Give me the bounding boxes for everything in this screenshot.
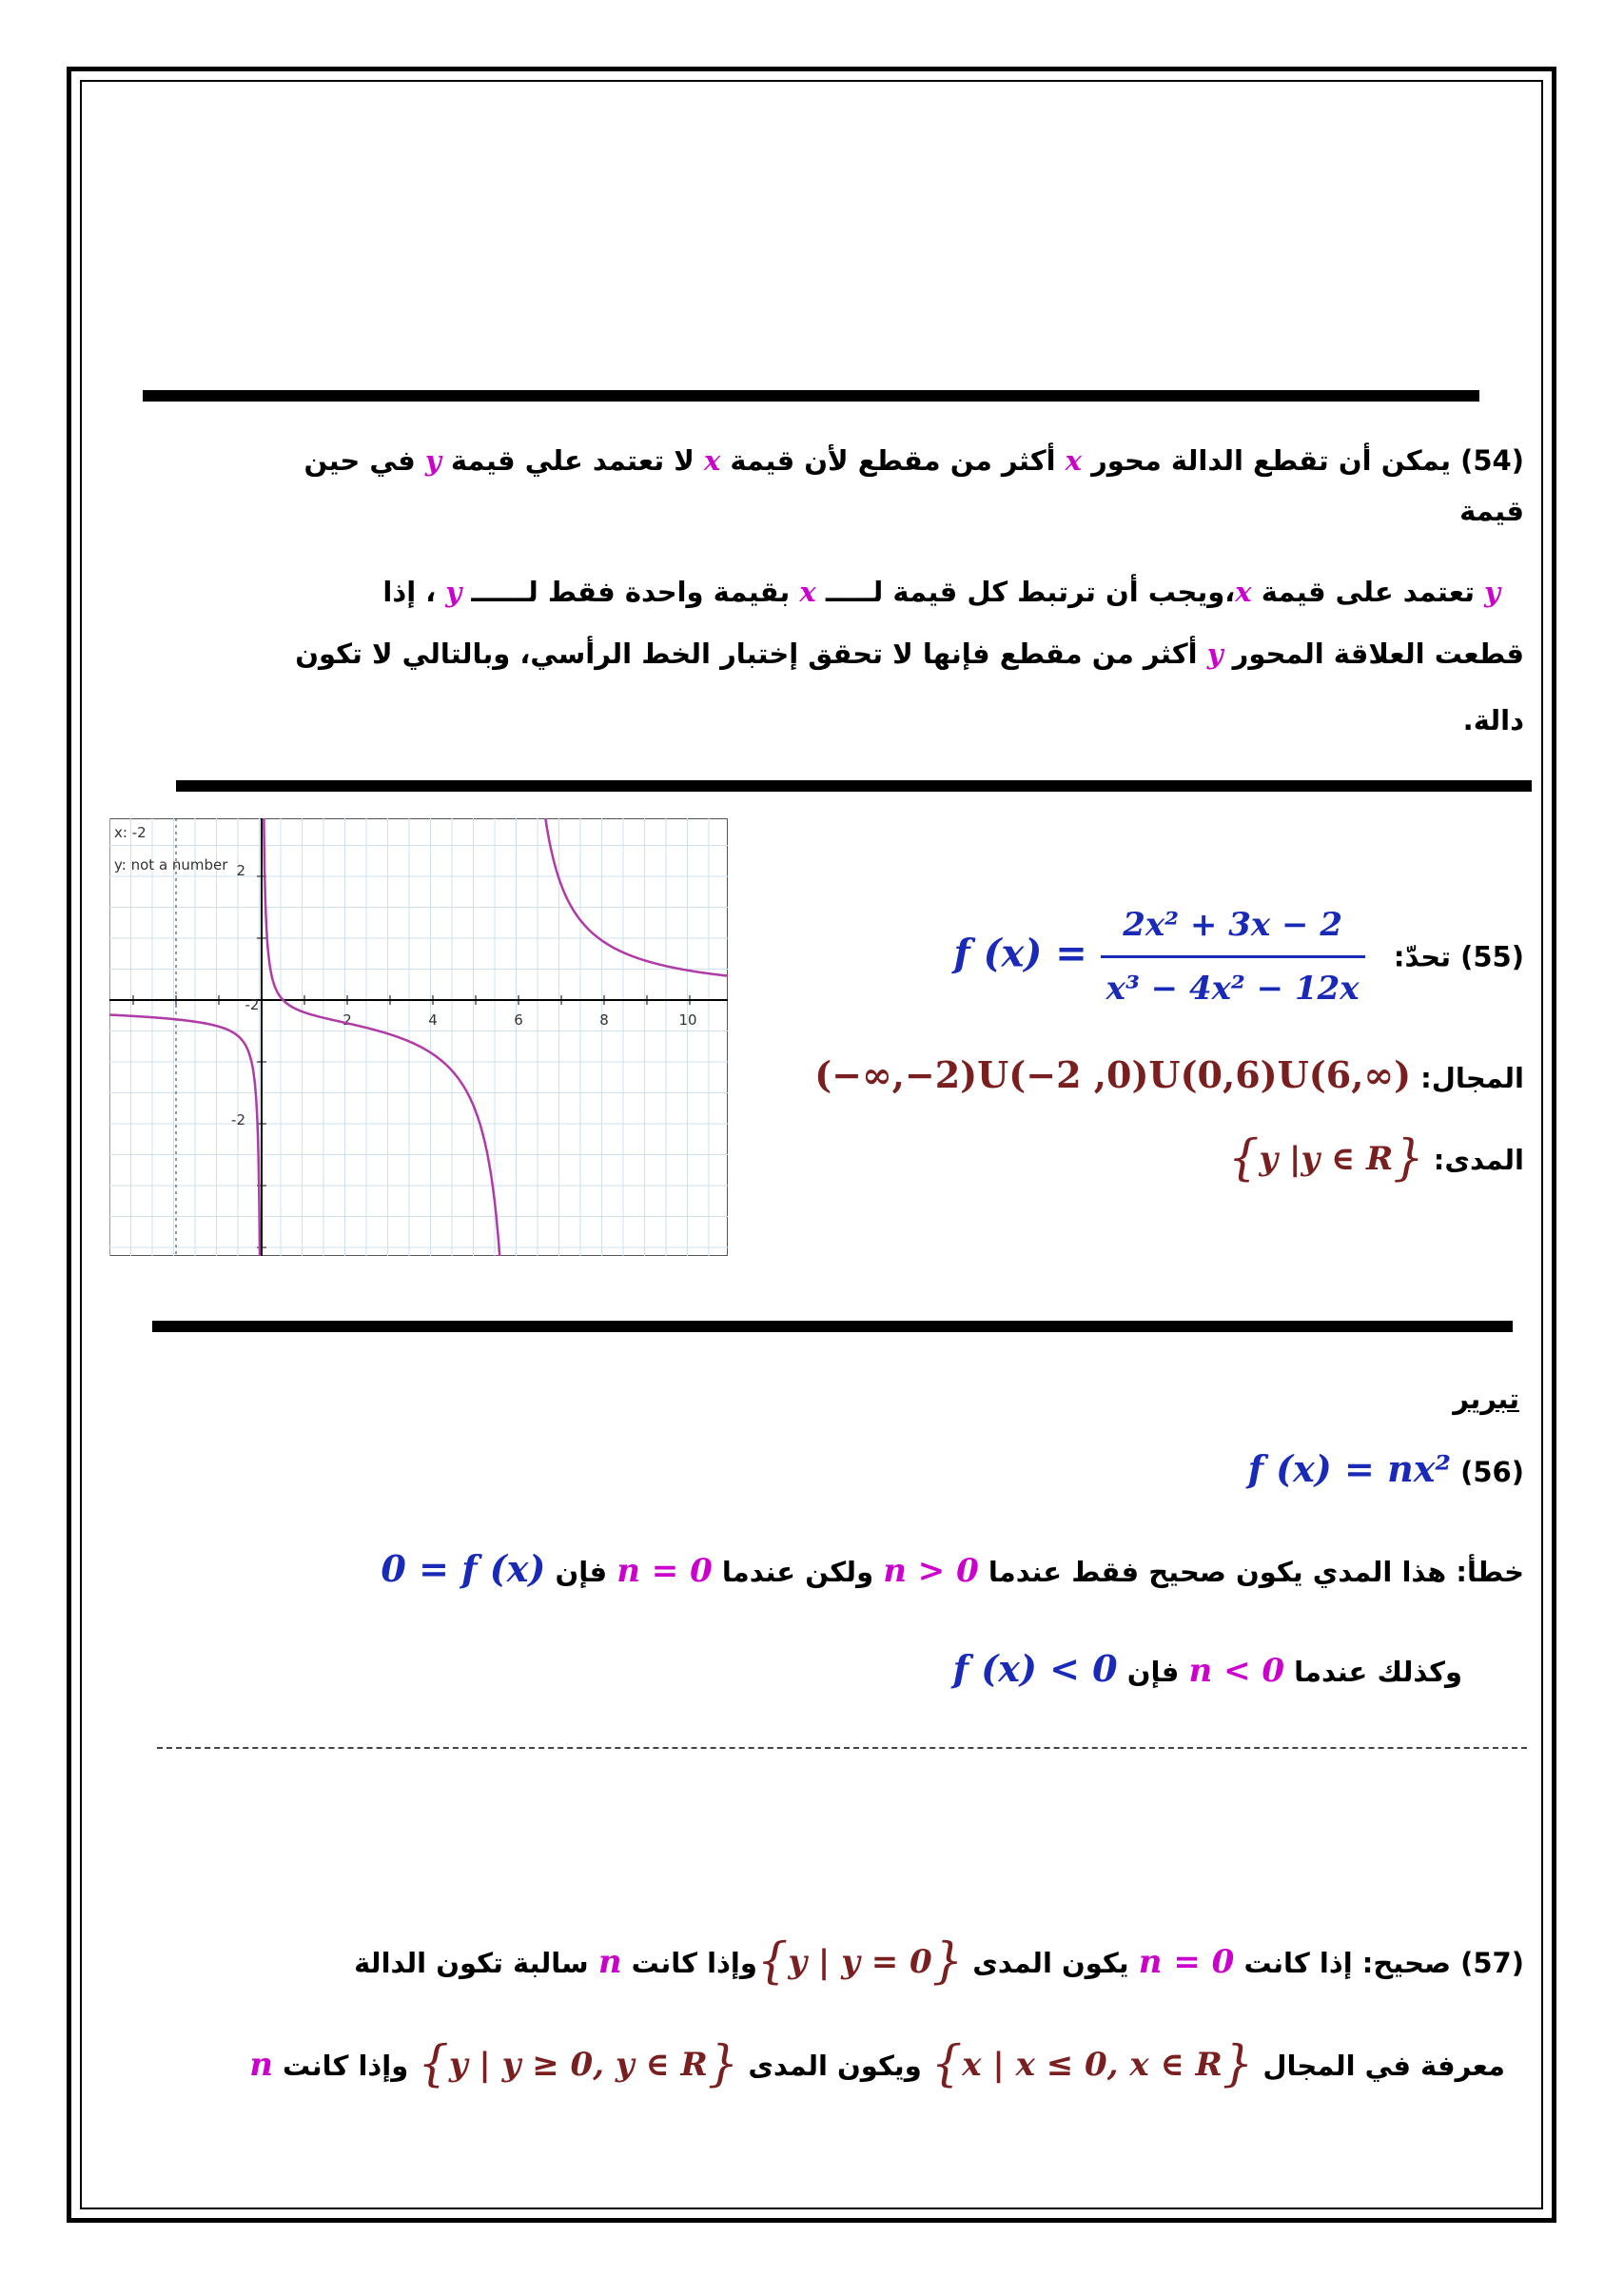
q56-statement: (56) f (x) = nx² <box>1248 1442 1524 1500</box>
q55-domain: المجال: (−∞,−2)U(−2 ,0)U(0,6)U(6,∞) <box>814 1047 1524 1107</box>
trace-y-readout: y: not a number <box>114 856 228 873</box>
q55-range: المدى: {y |y ∈ R} <box>1227 1130 1524 1187</box>
divider-2 <box>176 780 1532 792</box>
q57-cond: n = 0 <box>1138 1943 1235 1981</box>
y-tick-label: 2 <box>236 862 245 879</box>
y-tick-label: -2 <box>231 1111 245 1128</box>
q56-formula: f (x) = nx² <box>1247 1447 1451 1490</box>
q55-numerator: 2x² + 3x − 2 <box>1101 896 1365 958</box>
q54-line-1: (54) يمكن أن تقطع الدالة محور x أكثر من مقطع لأن قيمة x لا تعتمد علي قيمة y في حين <box>303 444 1524 477</box>
trace-x-readout: x: -2 <box>114 824 147 841</box>
x-tick-label: 10 <box>678 1011 697 1029</box>
q55-denominator: x³ − 4x² − 12x <box>1105 970 1360 1008</box>
x-tick-label: 8 <box>599 1011 609 1029</box>
divider-1 <box>143 390 1479 402</box>
divider-3 <box>152 1321 1513 1332</box>
q55-domain-value: (−∞,−2)U(−2 ,0)U(0,6)U(6,∞) <box>814 1053 1412 1096</box>
q56-line-2: وكذلك عندما n < 0 فإن f (x) < 0 <box>953 1641 1462 1699</box>
x-tick-label: -2 <box>245 996 260 1013</box>
q54-line-3: y تعتمد على قيمة x،ويجب أن ترتبط كل قيمة لـــــ x بقيمة واحدة فقط لــــــ y ، إذا <box>382 576 1500 608</box>
q56-line-1: خطأ: هذا المدي يكون صحيح فقط عندما n > 0 ولكن عندما n = 0 فإن 0 = f (x) <box>381 1541 1524 1599</box>
rational-function-graph <box>109 818 728 1256</box>
q54-line-2: قيمة <box>1459 495 1524 527</box>
graph-frame <box>109 818 728 1256</box>
q56-result-1: 0 = f (x) <box>381 1547 546 1590</box>
q54-line-5: دالة. <box>1462 704 1524 736</box>
q56-cond-2: n = 0 <box>616 1552 713 1590</box>
q57-line-1: (57) صحيح: إذا كانت n = 0 يكون المدى {y | y = 0}وإذا كانت n سالبة تكون الدالة <box>354 1933 1524 1991</box>
q56-cond-3: n < 0 <box>1188 1652 1285 1690</box>
x-tick-label: 4 <box>428 1011 438 1029</box>
q57-set-3: y | y ≥ 0, y ∈ R <box>448 2046 708 2084</box>
q55-fx: f (x) = <box>953 931 1087 976</box>
q57-set-1: y | y = 0 <box>788 1943 932 1981</box>
q56-result-2: f (x) < 0 <box>952 1647 1118 1690</box>
q56-heading: تبرير <box>1453 1383 1519 1415</box>
x-tick-label: 6 <box>514 1011 523 1029</box>
q57-line-2: معرفة في المجال {x | x ≤ 0, x ∈ R} ويكون المدى {y | y ≥ 0, y ∈ R} وإذا كانت n <box>249 2036 1505 2093</box>
q55-range-value: y |y ∈ R <box>1259 1140 1394 1178</box>
q57-set-2: x | x ≤ 0, x ∈ R <box>962 2046 1223 2084</box>
dashed-divider <box>157 1747 1527 1749</box>
q55-statement: (55) تحدّ: f (x) = $\frac{\text{2x² + 3x − 2}}{\text{x³ − 4x² − 12x}}$ <box>953 896 1524 1017</box>
q54-line-4: قطعت العلاقة المحور y أكثر من مقطع فإنها لا تحقق إختبار الخط الرأسي، وبالتالي لا تكون <box>295 638 1524 670</box>
q56-cond-1: n > 0 <box>883 1552 979 1590</box>
x-tick-label: 2 <box>342 1011 352 1029</box>
